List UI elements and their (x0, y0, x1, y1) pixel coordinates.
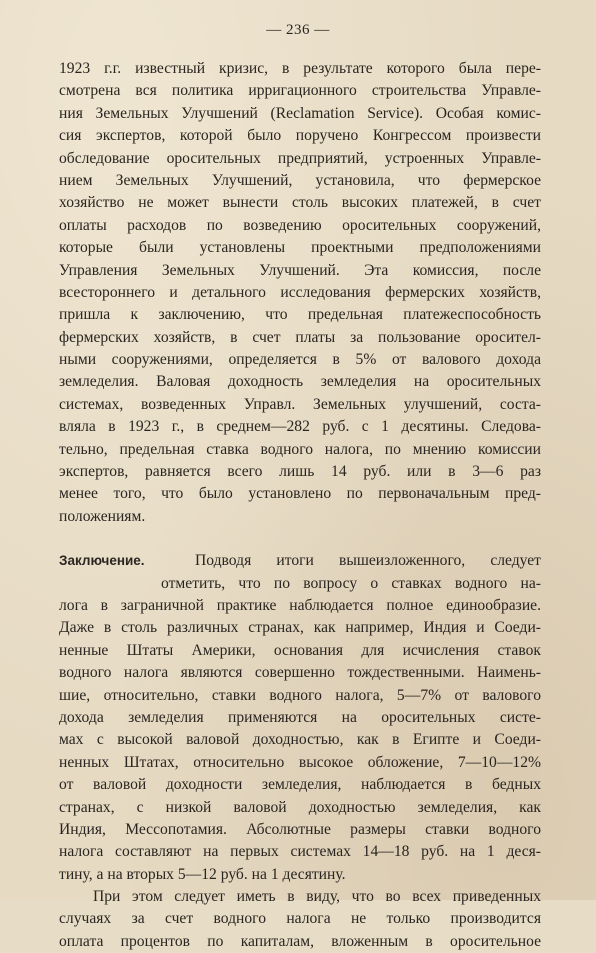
paragraph-conclusion (59, 550, 541, 886)
text-line: водного налога являются совершенно тождественными. Наимень- (59, 664, 541, 682)
text-line: всестороннего и детального исследования фермерских хозяйств, (59, 283, 541, 301)
text-line: нием Земельных Улучшений, установила, что фермерское (59, 171, 541, 189)
text-line: отметить, что по вопросу о ставках водного на- (161, 574, 541, 592)
text-line: ненные Штаты Америки, основания для исчисления ставок (59, 641, 541, 659)
text-line: Даже в столь различных странах, как например, Индия и Соеди- (59, 619, 541, 637)
text-line: ненных Штатах, относительно высокое обложение, 7—10—12% (59, 753, 541, 771)
paragraph-crisis (59, 58, 541, 528)
text-line: 1923 г.г. известный кризис, в результате которого была пере- (59, 60, 541, 77)
text-line: фермерских хозяйств, в счет платы за пользование оросител- (59, 328, 541, 346)
text-line: системах, возведенных Управл. Земельных улучшений, соста- (59, 395, 541, 413)
text-line: пришла к заключению, что предельная платежеспособность (59, 306, 541, 324)
text-line: смотрена вся политика ирригационного строительства Управле- (59, 82, 541, 100)
text-line: шие, относительно, ставки водного налога, 5—7% от валового (59, 686, 541, 704)
text-line: оплаты расходов по возведению оросительных сооружений, (59, 216, 541, 234)
text-line: оплата процентов по капиталам, вложенным в оросительное (59, 932, 541, 950)
text-line: Управления Земельных Улучшений. Эта комиссия, после (59, 261, 541, 279)
text-line: При этом следует иметь в виду, что во всех приведенных (93, 888, 541, 906)
text-line: мах с высокой валовой доходностью, как в Египте и Соеди- (59, 731, 541, 749)
text-line: от валовой доходности земледелия, наблюдается в бедных (59, 776, 541, 794)
text-line: Индия, Мессопотамия. Абсолютные размеры ставки водного (59, 820, 541, 838)
text-line: обследование оросительных предприятий, устроенных Управле- (59, 149, 541, 167)
paragraph-note (59, 886, 541, 953)
text-line: положениям. (59, 507, 146, 525)
page-number: — 236 — (266, 22, 330, 38)
text-line: Подводя итоги вышеизложенного, следует (195, 552, 541, 570)
text-line: дохода земледелия применяются на оросительных систе- (59, 708, 541, 726)
text-line: вляла в 1923 г., в среднем—282 руб. с 1 десятины. Следова- (59, 418, 541, 436)
text-line: ния Земельных Улучшений (Reclamation Service). Особая комис- (59, 104, 541, 122)
text-line: которые были установлены проектными предположениями (59, 239, 541, 257)
conclusion-first-row (59, 550, 541, 572)
conclusion-heading: Заключение. (59, 553, 145, 569)
text-line: земледелия. Валовая доходность земледелия на оросительных (59, 373, 541, 391)
text-line: менее того, что было установлено по первоначальным пред- (59, 485, 541, 503)
text-line: тину, а на вторых 5—12 руб. на 1 десятину. (59, 865, 346, 883)
paragraph-gap (59, 528, 541, 550)
text-line: лога в заграничной практике наблюдается полное единообразие. (59, 596, 541, 614)
text-line: налога составляют на первых системах 14—18 руб. на 1 деся- (59, 843, 541, 861)
text-line: странах, с низкой валовой доходностью земледелия, как (59, 798, 541, 816)
text-line: ными сооружениями, определяется в 5% от валового дохода (59, 351, 541, 369)
text-line: экспертов, равняется всего лишь 14 руб. или в 3—6 раз (59, 463, 541, 481)
body-text (59, 58, 541, 953)
text-line: тельно, предельная ставка водного налога, по мнению комиссии (59, 440, 541, 458)
text-line: сия экспертов, которой было поручено Конгрессом произвести (59, 127, 541, 145)
text-line: случаях за счет водного налога не только производится (59, 910, 541, 928)
text-line: хозяйство не может вынести столь высоких платежей, в счет (59, 194, 541, 212)
